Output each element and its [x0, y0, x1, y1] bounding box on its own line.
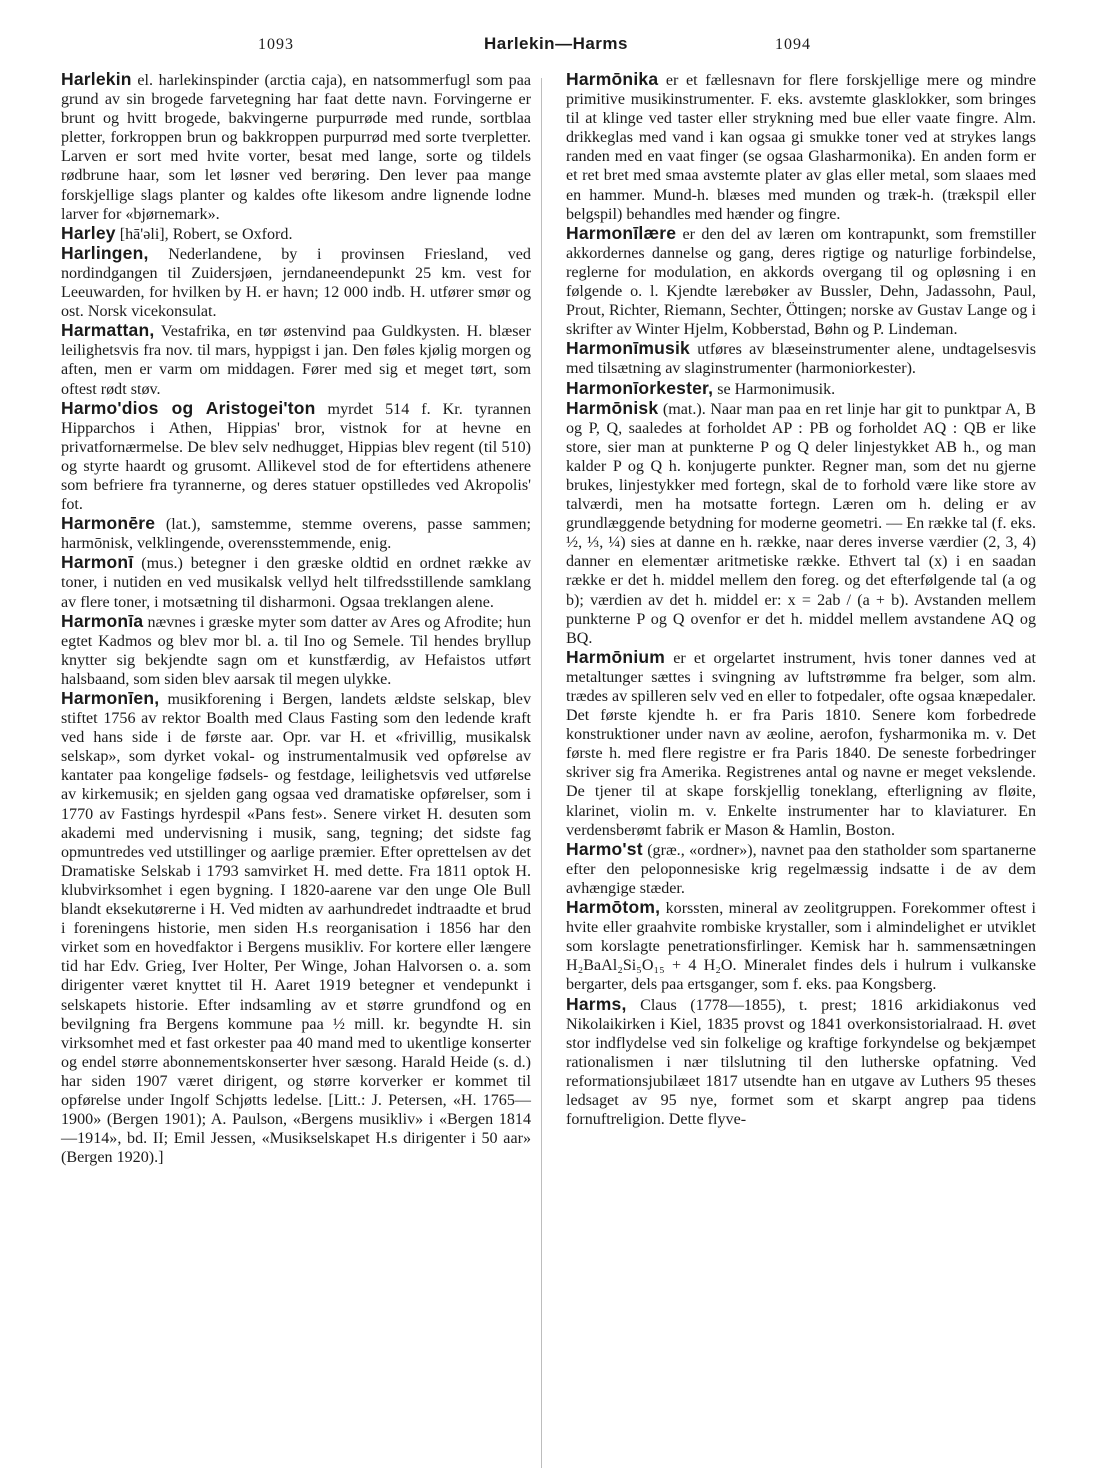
- entry-text: Nederlandene, by i provinsen Friesland, ved nordindgangen til Zuidersjøen, jerndaneendepunkt 25 km. vest for Leeuwarden, for hvilken by H. er havn; 12 000 indb. H. utfører smør og ost. Norsk vicekonsulat.: [61, 245, 531, 321]
- headword: Harmonīorkester,: [566, 377, 714, 398]
- page-number-right: 1094: [775, 36, 811, 53]
- entry-text: er et fællesnavn for flere forskjellige mere og mindre primitive musikinstrumenter. F. eks. avstemte glasklokker, som bringes til at klinge ved taster eller strykning med bue eller vaate fingre. Alm. drikkeglas med vand i kan ogsaa gi smukke toner ved at strykes langs randen med en vaat finger (se ogsaa Glasharmonika). En anden form er et ret bret med smaa avstemte plater av glas eller metal, som slaaes med en hammer. Mund-h. blæses med munden og træk-h. (trækspil eller belgspil) behandles med hænder og fingre.: [566, 72, 1036, 223]
- entry-text: el. harlekinspinder (arctia caja), en natsommerfugl som paa grund av sin brogede farvetegning har faat dette navn. Forvingerne er brunt og hvitt brogede, bakvingerne purpurrøde med runde, sortblaa pletter, forkroppen brun og bakkroppen purpurrød med sorte tverpletter. Larven er sort med hvite vorter, besat med lange, sorte og tildels rødbrune haar, som let løsner ved berøring. Den lever paa mange forskjellige slags planter og kaldes ofte likesom andre lignende lodne larver for «bjørnemark».: [61, 72, 531, 223]
- entry-text: (mat.). Naar man paa en ret linje har git to punktpar A, B og P, Q, saaledes at forholdet AP : PB og forholdet AQ : QB er like store, sier man at punkterne P og Q deler linjestykket AB h., og man kalder P og Q h. konjugerte punkter. Regner man, som det nu gjerne brukes, linjestykker med fortegn, skal de to forhold være like store av talværdi, men ha motsatte fortegn. Læren om h. deling er av grundlæggende betydning for moderne geometri. — En række tal (f. eks. ½, ⅓, ¼) sies at danne en h. række, naar deres inverse værdier (2, 3, 4) danner en elementær aritmetiske række. Ethvert tal (x) i en saadan række er det h. middel mellem den foreg. og det efterfølgende tal (a og b); værdien av det h. middel er: x = 2ab / (a + b). Avstanden mellem punkterne P og Q ovenfor er det h. middel mellem avstandene AQ og BQ.: [566, 400, 1037, 647]
- headword: Harley: [61, 222, 116, 243]
- entry-text: nævnes i græske myter som datter av Ares og Afrodite; hun egtet Kadmos og blev mor bl. a. til Ino og Semele. Til hendes bryllup knytter sig bekjendte sagn om et kunstfærdig, av Hefaistos utført halsbaand, som siden blev aarsak til megen ulykke.: [61, 613, 531, 688]
- headword: Harlingen,: [61, 242, 149, 263]
- headword: Harmattan,: [61, 320, 155, 341]
- entry: [61, 514, 531, 553]
- entry: [566, 70, 1036, 224]
- entry: [566, 840, 1036, 898]
- entry: [61, 553, 531, 611]
- entry-text: musikforening i Bergen, landets ældste selskap, blev stiftet 1756 av rektor Boalth med Claus Fasting som den ledende kraft ved hans side i de første aar. Opr. var H. et «frivillig, musikalsk selskap», som dyrket vokal- og instrumentalmusik ved opførelse av kantater paa kongelige fødsels- og festdage, leilighetsvis ved utførelse av kirkemusik; en sjelden gang ogsaa ved dramatiske opførelser, som i 1770 av Fastings hyrdespil «Pans fest». Senere virket H. desuten som akademi med undervisning i musik, sang, tegning; det sidste fag opmuntredes ved utstillinger og aarlige præmier. Efter oprettelsen av det Dramatiske Selskab i 1793 samvirket H. med dette. Fra 1811 optok H. klubvirksomhet i egen bygning. I 1820-aarene var den unge Ole Bull blandt eksekutørerne i H. Ved midten av aarhundredet indtraadte et brud i foreningens historie, men siden H.s reorganisation i 1856 har den virket som en hovedfaktor i Bergens musikliv. For kortere eller længere tid har Edv. Grieg, Iver Holter, Per Winge, Johan Halvorsen o. a. som dirigenter været knyttet til H. Aaret 1919 betegner et vendepunkt i selskapets historie. Efter indsamling av et større grundfond og en bevilgning fra Bergens kommune paa ½ mill. kr. begyndte H. sin virksomhet med et fast orkester paa 40 mand med to ukentlige konserter og endel større abonnementskonserter hver sæsong. Harald Heide (s. d.) har siden 1907 været dirigent, og større korverker er kommet til opførelse under Ingolf Schjøtts ledelse. [Litt.: J. Petersen, «H. 1765—1900» (Bergen 1901); A. Paulson, «Bergens musikliv» i «Bergen 1814—1914», bd. II; Emil Jessen, «Musikselskapet H.s dirigenter i 50 aar» (Bergen 1920).]: [61, 691, 531, 1167]
- entry-text: Vestafrika, en tør østenvind paa Guldkysten. H. blæser leilighetsvis fra nov. til mars, hyppigst i jan. Den føles kjølig morgen og aften, men er varm om middagen. Fører med sig et meget tørt, som oftest rødt støv.: [61, 323, 532, 398]
- entry: [566, 648, 1036, 840]
- entry: [61, 612, 531, 689]
- entry-text: er et orgelartet instrument, hvis toner dannes ved at metaltunger sættes i svingning av luftstrømme fra belger, som alm. trædes av spilleren selv ved en eller to fotpedaler, ofte ogsaa knæpedaler. Det første kjendte h. er fra Paris 1810. Senere kom forbedrede konstruktioner under navn av æoline, aerofon, fysharmonika m. v. Det første h. med flere registre er fra Paris 1840. De seneste forbedringer skriver sig fra Amerika. Registrenes antal og navne er meget vekslende. De tjener til at skape forskjellig toneklang, efterligning av fløite, klarinet, violin m. v. Enkelte instrumenter har to klaviaturer. En verdensberømt fabrik er Mason & Hamlin, Boston.: [566, 649, 1036, 839]
- entry: [566, 995, 1036, 1130]
- headword: Harmo'st: [566, 838, 643, 859]
- entry-text: se Harmonimusik.: [717, 380, 836, 398]
- entry-text: [hā'əli], Robert, se Oxford.: [119, 225, 293, 243]
- entry: [61, 321, 531, 398]
- entry-text: er den del av læren om kontrapunkt, som fremstiller akkordernes dannelse og gang, deres rigtige og naturlige forbindelse, reglerne for modulation, en akkords overgang til og opløsning i en følgende o. l. Kjendte lærebøker av Bussler, Dehn, Jadassohn, Paul, Prout, Richter, Riemann, Sechter, Öttingen; norske av Gustav Lange og i skrifter av Winter Hjelm, Kobberstad, Bøhn og P. Lindeman.: [566, 225, 1036, 339]
- entry-text: myrdet 514 f. Kr. tyrannen Hipparchos i Athen, Hippias' bror, vistnok for at hevne en privatfornærmelse. De blev selv nedhugget, Hippias blev regent (til 510) og styrte haardt og grusomt. Allikevel stod de for eftertidens athenere som befriere fra tyrannerne, og deres statuer opstilledes ved Akropolis' fot.: [61, 400, 532, 514]
- entry-text: Claus (1778—1855), t. prest; 1816 arkidiakonus ved Nikolaikirken i Kiel, 1835 provst og 1841 overkonsistorialraad. H. øvet stor indflydelse ved sin folkelige og kraftige forkyndelse og bekjæmpet rationalismen i nær tilslutning til den lutherske opfatning. Ved reformationsjubilæet 1817 utsendte han en utgave av Luthers 95 theses ledsaget av 95 nye, formet som et skarpt angrep paa tidens fornuftreligion. Dette flyve-: [566, 996, 1036, 1129]
- headword: Harmonēre: [61, 513, 156, 534]
- right-column: [566, 70, 1036, 1129]
- headword: Harmonī: [61, 552, 134, 573]
- headword: Harmōnium: [566, 646, 666, 667]
- headword: Harlekin: [61, 69, 132, 89]
- column-divider: [541, 78, 542, 1468]
- headword: Harmōnika: [566, 69, 659, 89]
- entry: [61, 70, 531, 224]
- entry: [566, 379, 1036, 399]
- entry: [566, 399, 1036, 648]
- headword: Harmo'dios og Aristogei'ton: [61, 397, 316, 418]
- entry: [566, 339, 1036, 378]
- entry-text: (lat.), samstemme, stemme overens, passe sammen; harmōnisk, velklingende, overensstemmende, enig.: [61, 516, 531, 553]
- headword: Harmonīlære: [566, 222, 677, 243]
- entry-text: (græ., «ordner»), navnet paa den statholder som spartanerne efter den peloponnesiske krig regelmæssig indsatte i de av dem avhængige stæder.: [566, 841, 1036, 897]
- entry: [566, 224, 1036, 340]
- page-header: [0, 34, 1112, 60]
- entry-text: korssten, mineral av zeolitgruppen. Forekommer oftest i hvite eller graahvite rombiske krystaller, som i almindelighet er utviklet som korslagte penetrationsfirlinger. Kemisk har h. sammensætningen H₂BaAl₂Si₅O₁₅ + 4 H₂O. Mineralet findes dels i hulrum i vulkanske bergarter, dels paa ertsganger, som f. eks. paa Kongsberg.: [566, 900, 1036, 994]
- headword: Harmōnisk: [566, 397, 659, 418]
- headword: Harmonīmusik: [566, 338, 690, 359]
- headword: Harms,: [566, 993, 627, 1014]
- entry-text: utføres av blæseinstrumenter alene, undtagelsesvis med tilsætning av slaginstrumenter (harmoniorkester).: [566, 341, 1036, 378]
- headword: Harmonīen,: [61, 688, 160, 708]
- entry: [61, 244, 531, 321]
- headword: Harmonīa: [61, 610, 144, 631]
- entry: [61, 399, 531, 515]
- entry: [566, 898, 1036, 994]
- entry: [61, 689, 531, 1167]
- left-column: [61, 70, 531, 1167]
- page-number-left: 1093: [258, 36, 294, 53]
- entry: [61, 224, 531, 244]
- headword: Harmōtom,: [566, 897, 661, 918]
- running-title: Harlekin—Harms: [483, 34, 628, 53]
- entry-text: (mus.) betegner i den græske oldtid en ordnet række av toner, i nutiden en ved musikalsk vellyd helt tilfredsstillende samklang av flere toner, i motsætning til disharmoni. Ogsaa treklangen alene.: [61, 555, 531, 611]
